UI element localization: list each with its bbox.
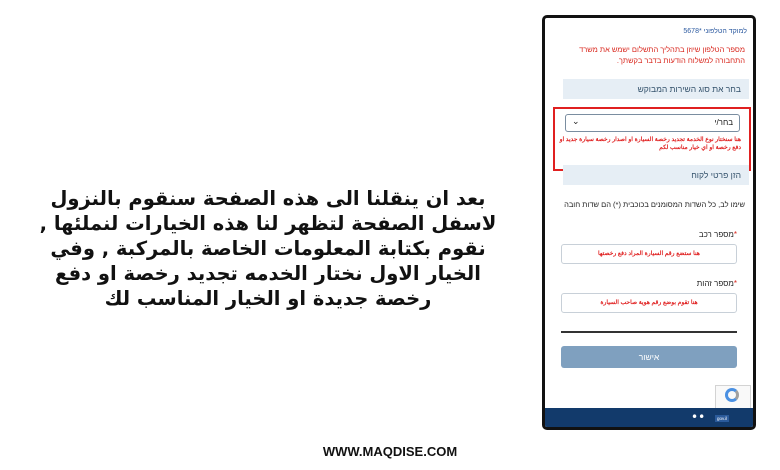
vehicle-number-hint: هنا ستضع رقم السيارة المراد دفع رخصتها (598, 251, 700, 257)
required-star: * (733, 279, 737, 288)
phone-usage-notice: מספר הטלפון שיוזן בתהליך התשלום ישמש את משרד התחבורה למשלוח הודעות בדבר בקשתך. (579, 45, 745, 65)
instruction-caption (8, 186, 528, 311)
caption-line: الخيار الاول نختار الخدمه تجديد رخصة او دفع (55, 262, 481, 285)
phone-support-hint: למוקד הטלפוני *5678 (683, 28, 747, 35)
caption-line: رخصة جديدة او الخيار المناسب لك (104, 287, 432, 310)
service-type-select[interactable] (565, 114, 740, 132)
caption-line: بعد ان ينقلنا الى هذه الصفحة سنقوم بالنزول (50, 187, 486, 210)
caption-line: نقوم بكتابة المعلومات الخاصة بالمركبة , وفي (50, 237, 486, 260)
customer-details-header: הזן פרטי לקוח (563, 165, 749, 185)
brand-tag: gov.il (717, 416, 728, 421)
chevron-down-icon: ⌄ (572, 116, 580, 126)
required-fields-note: שימו לב, כל השדות המסומנים בכוכבית (*) הם שדות חובה (564, 200, 745, 209)
service-select-annotation: هنا سنختار نوع الخدمة تجديد رخصة السيارة او اصدار رخصة سيارة جديد او دفع رخصة او اي خيار مناسب لكم (559, 137, 741, 151)
id-number-label-text: מספר זהות (696, 279, 734, 288)
vehicle-number-label-text: מספר רכב (698, 230, 734, 239)
phone-screenshot (542, 15, 756, 430)
gov-logo-icon: •• (691, 410, 706, 424)
service-type-header: בחר את סוג השירות המבוקש (563, 79, 749, 99)
id-number-input[interactable] (561, 293, 737, 313)
select-value: בחר/י (714, 118, 733, 127)
form-divider (561, 331, 737, 333)
vehicle-number-label (699, 230, 737, 239)
footer-bar (545, 408, 753, 430)
recaptcha-icon (725, 388, 739, 402)
site-url: WWW.MAQDISE.COM (322, 444, 458, 459)
id-number-label (697, 279, 737, 288)
required-star: * (733, 230, 737, 239)
id-number-hint: هنا تقوم بوضع رقم هوية صاحب السيارة (600, 300, 698, 306)
submit-button[interactable]: אישור (561, 346, 737, 368)
caption-line: لاسفل الصفحة لتظهر لنا هذه الخيارات لنملئها , (39, 212, 497, 235)
vehicle-number-input[interactable] (561, 244, 737, 264)
